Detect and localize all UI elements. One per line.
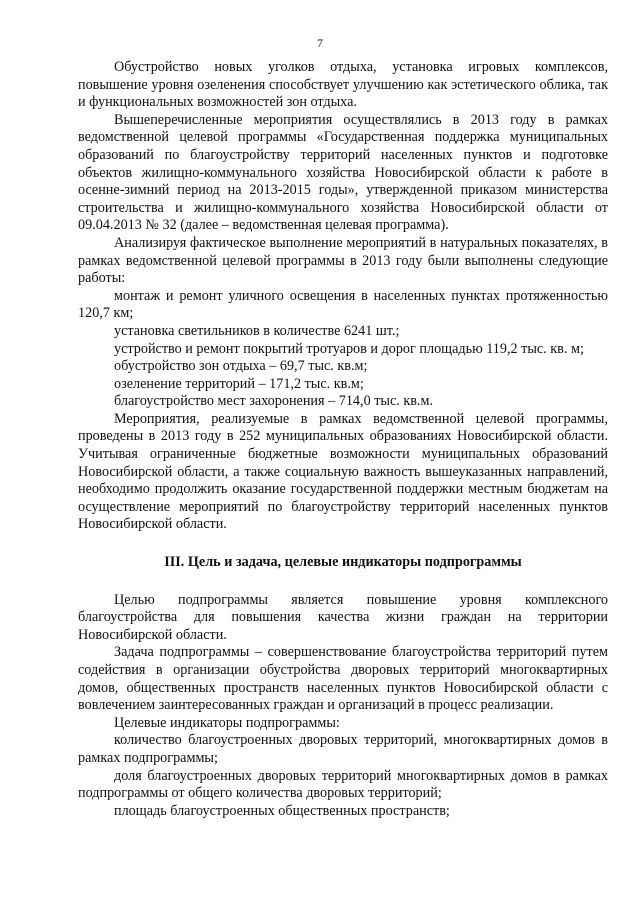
page-number: 7 [317, 36, 323, 50]
list-item-recreation-zones: обустройство зон отдыха – 69,7 тыс. кв.м; [114, 358, 368, 375]
list-item-lighting: монтаж и ремонт уличного освещения в населенных пунктах протяженностью 120,7 км; [78, 287, 608, 322]
paragraph-task: Задача подпрограммы – совершенствование благоустройства территорий путем содействия в организации обустройства дворовых территорий многоквартирных домов, общественных пространств населенных пунктов Новосибирской области с вовлечением заинтересованных граждан и организаций в процесс реализации. [78, 644, 608, 714]
paragraph-departmental-program: Вышеперечисленные мероприятия осуществлялись в 2013 году в рамках ведомственной целевой программы «Государственная поддержка муниципальных образований по благоустройству территорий населенных пунктов и подготовке объектов жилищно-коммунального хозяйства Новосибирской области к работе в осенне-зимний период на 2013-2015 годы», утвержденной приказом министерства строительства и жилищно-коммунального хозяйства Новосибирской области от 09.04.2013 № 32 (далее – ведомственная целевая программа). [78, 111, 608, 234]
list-item-burial-places: благоустройство мест захоронения – 714,0 тыс. кв.м. [114, 393, 433, 410]
indicator-share-yards: доля благоустроенных дворовых территорий многоквартирных домов в рамках подпрограммы от общего количества дворовых территорий; [78, 767, 608, 802]
document-body [78, 59, 608, 820]
indicator-count-yards: количество благоустроенных дворовых территорий, многоквартирных домов в рамках подпрограммы; [78, 732, 608, 766]
paragraph-municipalities: Мероприятия, реализуемые в рамках ведомственной целевой программы, проведены в 2013 году в 252 муниципальных образованиях Новосибирской области. Учитывая ограниченные бюджетные возможности муниципальных образований Новосибирской области, а также социальную важность вышеуказанных направлений, необходимо продолжить оказание государственной поддержки местным бюджетам на осуществление мероприятий по благоустройству территорий населенных пунктов Новосибирской области. [78, 410, 608, 533]
list-item-lamps: установка светильников в количестве 6241 шт.; [114, 322, 400, 339]
paragraph-goal: Целью подпрограммы является повышение уровня комплексного благоустройства для повышения качества жизни граждан на территории Новосибирской области. [78, 591, 608, 643]
section-heading: III. Цель и задача, целевые индикаторы подпрограммы [164, 554, 522, 571]
paragraph-recreation-areas: Обустройство новых уголков отдыха, установка игровых комплексов, повышение уровня озеленения способствует улучшению как эстетического облика, так и функциональных возможностей зон отдыха. [78, 59, 608, 111]
list-item-pavements: устройство и ремонт покрытий тротуаров и дорог площадью 119,2 тыс. кв. м; [114, 340, 584, 357]
paragraph-indicators-title: Целевые индикаторы подпрограммы: [114, 714, 340, 731]
paragraph-analysis: Анализируя фактическое выполнение мероприятий в натуральных показателях, в рамках ведомственной целевой программы в 2013 году были выполнены следующие работы: [78, 234, 608, 287]
indicator-public-spaces-area: площадь благоустроенных общественных пространств; [114, 802, 450, 819]
list-item-greening: озеленение территорий – 171,2 тыс. кв.м; [114, 375, 364, 392]
